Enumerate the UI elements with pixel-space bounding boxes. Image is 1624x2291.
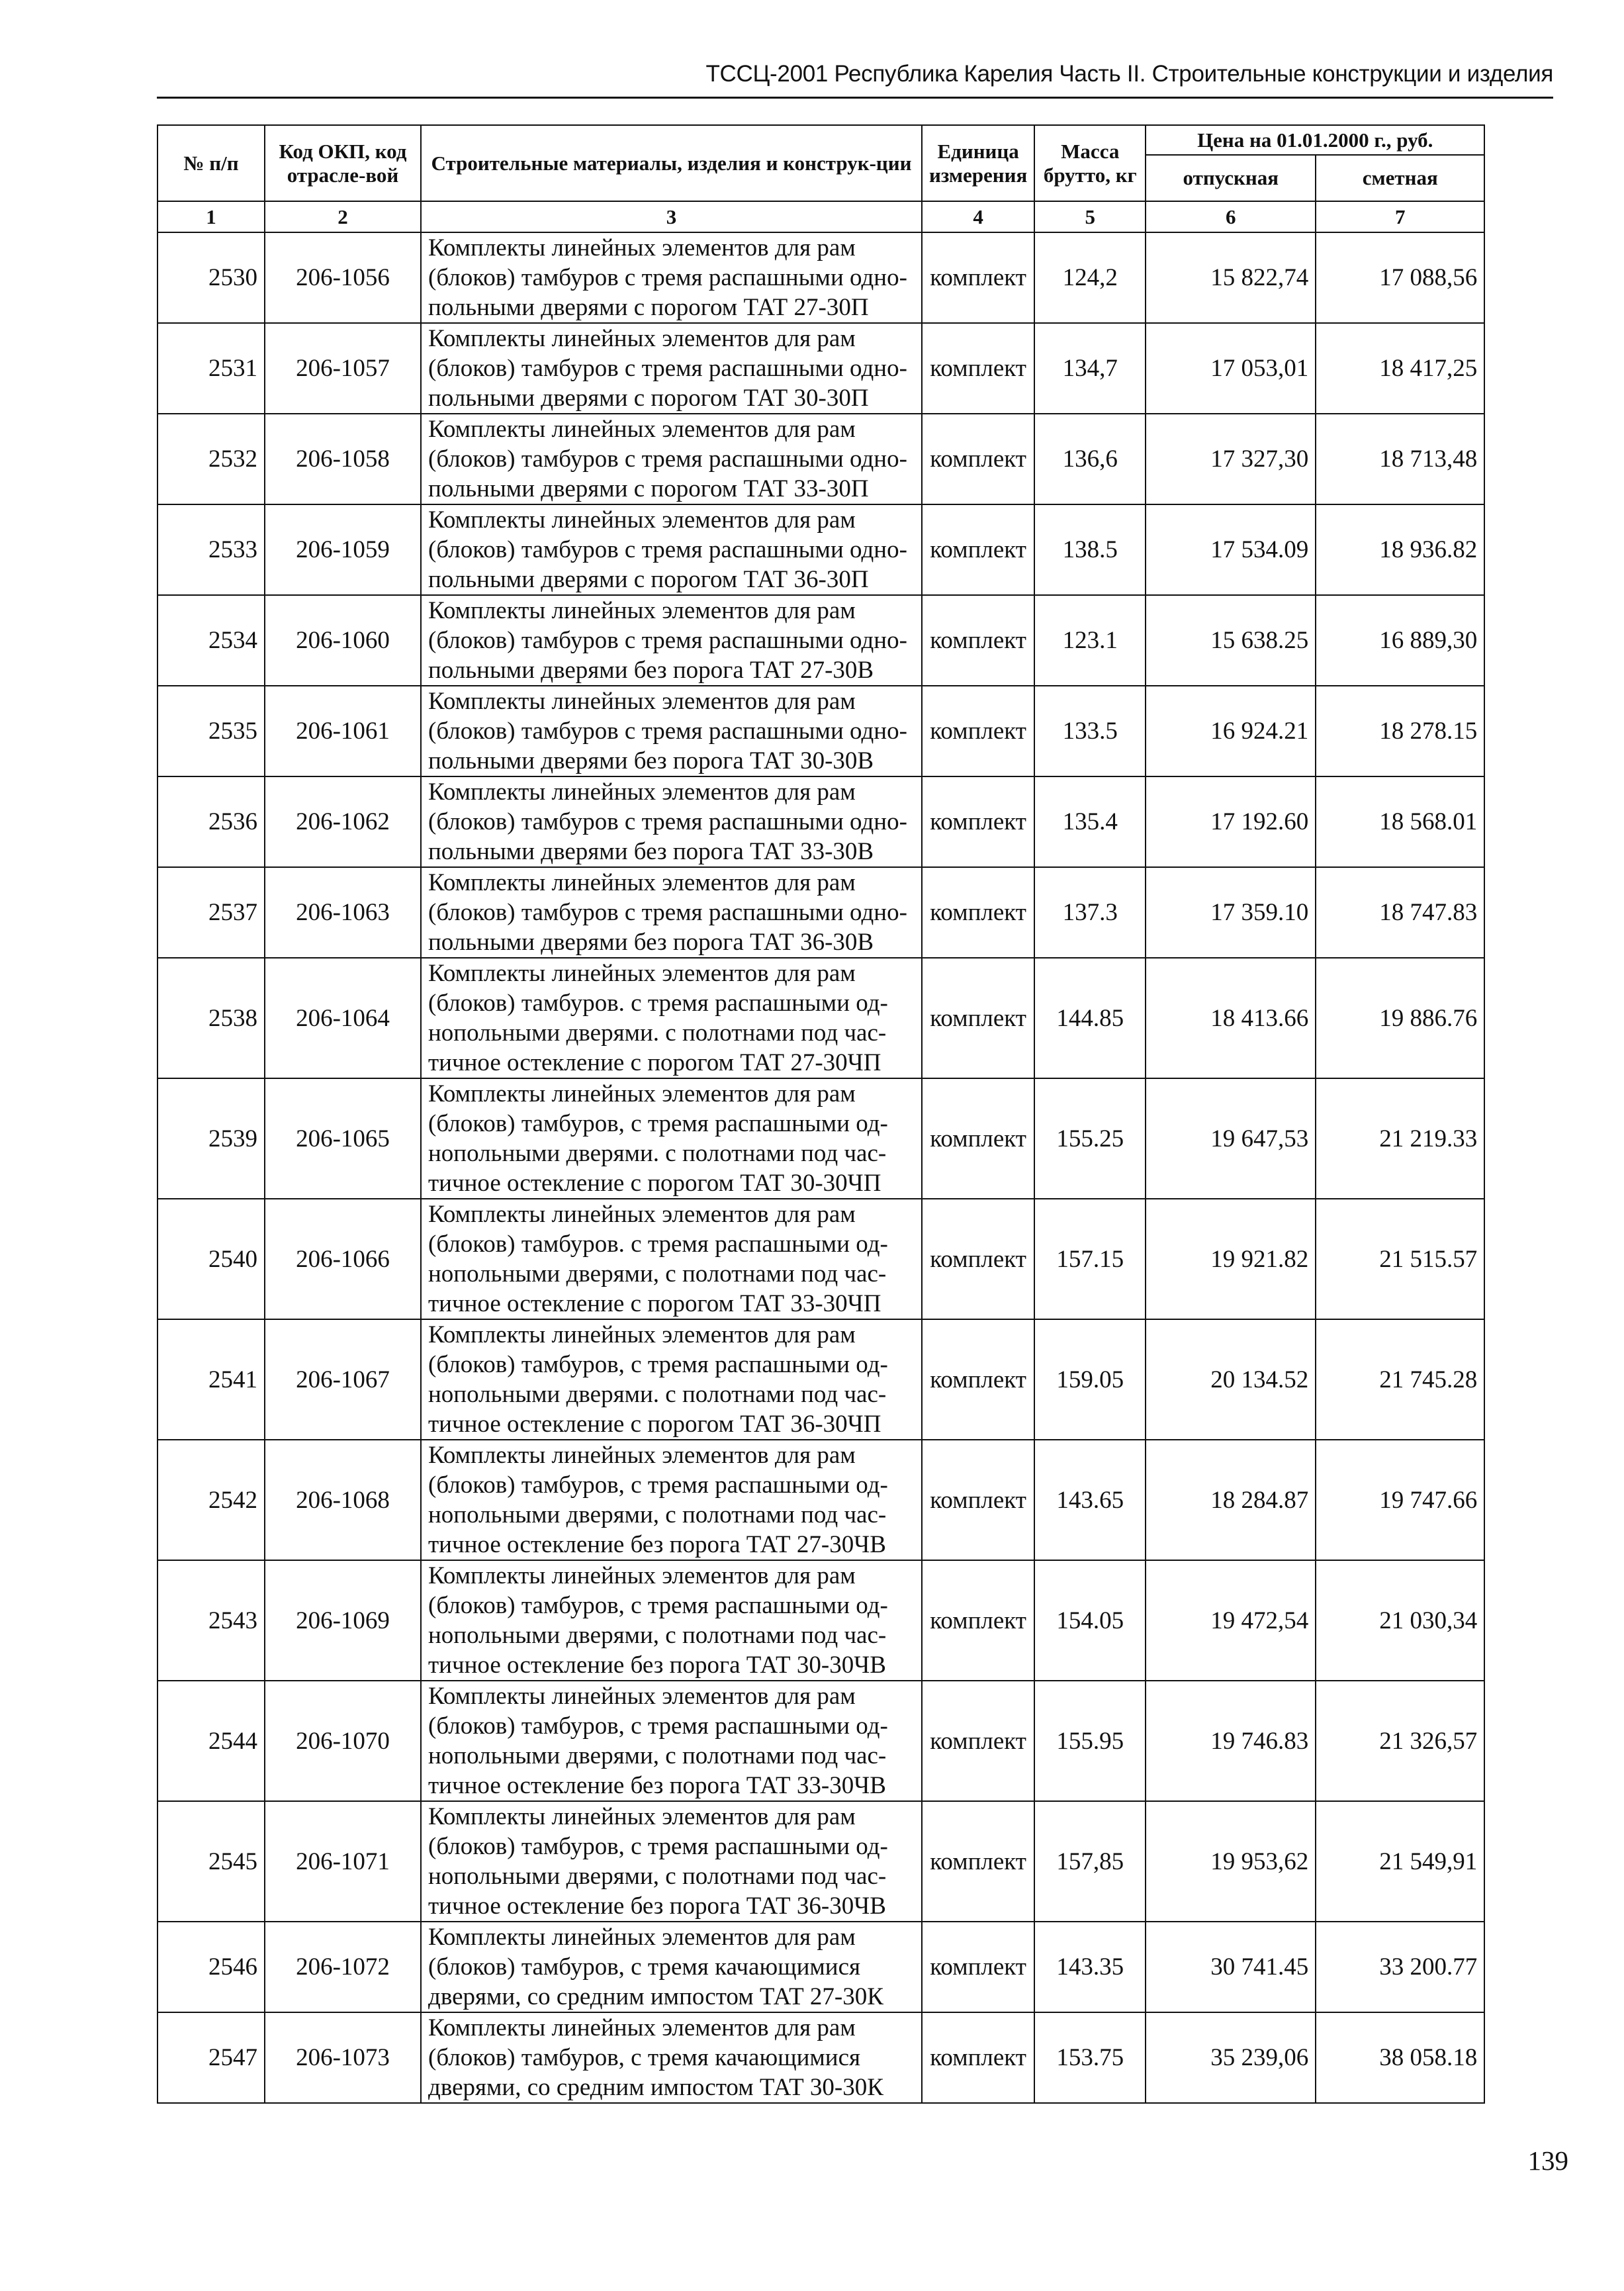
table-row (158, 232, 1484, 323)
okp-code: 206-1071 (265, 1801, 421, 1922)
release-price: 20 134.52 (1146, 1319, 1316, 1440)
unit: комплект (922, 504, 1034, 595)
column-number: 2 (265, 201, 421, 232)
mass: 143.65 (1034, 1440, 1146, 1560)
okp-code: 206-1070 (265, 1681, 421, 1801)
okp-code: 206-1072 (265, 1922, 421, 2012)
okp-code: 206-1062 (265, 776, 421, 867)
mass: 157.15 (1034, 1199, 1146, 1319)
mass: 136,6 (1034, 414, 1146, 504)
table-row (158, 1440, 1484, 1560)
col-header-unit: Единица измерения (922, 125, 1034, 201)
table-row (158, 1078, 1484, 1199)
header-rule (157, 97, 1553, 99)
row-number: 2543 (158, 1560, 265, 1681)
table-row (158, 867, 1484, 958)
item-name: Комплекты линейных элементов для рам (блоков) тамбуров с тремя распашными одно-польными дверями с порогом ТАТ 27-30П (421, 232, 922, 323)
table-row (158, 1801, 1484, 1922)
row-number: 2538 (158, 958, 265, 1078)
okp-code: 206-1068 (265, 1440, 421, 1560)
estimate-price: 18 278.15 (1316, 686, 1484, 776)
col-header-price-release: отпускная (1146, 155, 1316, 201)
estimate-price: 21 515.57 (1316, 1199, 1484, 1319)
release-price: 17 534.09 (1146, 504, 1316, 595)
item-name: Комплекты линейных элементов для рам (блоков) тамбуров, с тремя распашными од-нопольными дверями, с полотнами под час-тичное остекление без порога ТАТ 36-30ЧВ (421, 1801, 922, 1922)
release-price: 17 327,30 (1146, 414, 1316, 504)
item-name: Комплекты линейных элементов для рам (блоков) тамбуров. с тремя распашными од-нопольными дверями, с полотнами под час-тичное остекление с порогом ТАТ 33-30ЧП (421, 1199, 922, 1319)
table-row (158, 1199, 1484, 1319)
release-price: 18 284.87 (1146, 1440, 1316, 1560)
okp-code: 206-1056 (265, 232, 421, 323)
estimate-price: 33 200.77 (1316, 1922, 1484, 2012)
estimate-price: 38 058.18 (1316, 2012, 1484, 2103)
column-number: 1 (158, 201, 265, 232)
mass: 123.1 (1034, 595, 1146, 686)
mass: 138.5 (1034, 504, 1146, 595)
table-row (158, 1560, 1484, 1681)
unit: комплект (922, 414, 1034, 504)
release-price: 30 741.45 (1146, 1922, 1316, 2012)
okp-code: 206-1061 (265, 686, 421, 776)
unit: комплект (922, 1440, 1034, 1560)
unit: комплект (922, 958, 1034, 1078)
estimate-price: 18 936.82 (1316, 504, 1484, 595)
estimate-price: 18 568.01 (1316, 776, 1484, 867)
row-number: 2542 (158, 1440, 265, 1560)
running-header: ТССЦ-2001 Республика Карелия Часть II. Строительные конструкции и изделия (705, 61, 1553, 87)
item-name: Комплекты линейных элементов для рам (блоков) тамбуров с тремя распашными одно-польными дверями без порога ТАТ 36-30В (421, 867, 922, 958)
table-row (158, 414, 1484, 504)
row-number: 2533 (158, 504, 265, 595)
unit: комплект (922, 867, 1034, 958)
row-number: 2540 (158, 1199, 265, 1319)
item-name: Комплекты линейных элементов для рам (блоков) тамбуров с тремя распашными одно-польными дверями без порога ТАТ 33-30В (421, 776, 922, 867)
col-header-name: Строительные материалы, изделия и конструк-ции (421, 125, 922, 201)
okp-code: 206-1073 (265, 2012, 421, 2103)
table-row (158, 323, 1484, 414)
item-name: Комплекты линейных элементов для рам (блоков) тамбуров с тремя распашными одно-польными дверями без порога ТАТ 30-30В (421, 686, 922, 776)
item-name: Комплекты линейных элементов для рам (блоков) тамбуров с тремя распашными одно-польными дверями с порогом ТАТ 33-30П (421, 414, 922, 504)
item-name: Комплекты линейных элементов для рам (блоков) тамбуров, с тремя распашными од-нопольными дверями, с полотнами под час-тичное остекление без порога ТАТ 33-30ЧВ (421, 1681, 922, 1801)
row-number: 2535 (158, 686, 265, 776)
unit: комплект (922, 1078, 1034, 1199)
estimate-price: 21 219.33 (1316, 1078, 1484, 1199)
unit: комплект (922, 1560, 1034, 1681)
row-number: 2545 (158, 1801, 265, 1922)
release-price: 18 413.66 (1146, 958, 1316, 1078)
unit: комплект (922, 323, 1034, 414)
estimate-price: 19 886.76 (1316, 958, 1484, 1078)
mass: 155.95 (1034, 1681, 1146, 1801)
table-row (158, 1319, 1484, 1440)
estimate-price: 17 088,56 (1316, 232, 1484, 323)
estimate-price: 21 549,91 (1316, 1801, 1484, 1922)
okp-code: 206-1065 (265, 1078, 421, 1199)
unit: комплект (922, 1681, 1034, 1801)
table-row (158, 595, 1484, 686)
release-price: 19 647,53 (1146, 1078, 1316, 1199)
release-price: 19 953,62 (1146, 1801, 1316, 1922)
col-header-mass: Масса брутто, кг (1034, 125, 1146, 201)
release-price: 17 192.60 (1146, 776, 1316, 867)
item-name: Комплекты линейных элементов для рам (блоков) тамбуров, с тремя распашными од-нопольными дверями. с полотнами под час-тичное остекление с порогом ТАТ 30-30ЧП (421, 1078, 922, 1199)
mass: 155.25 (1034, 1078, 1146, 1199)
table-row (158, 958, 1484, 1078)
release-price: 17 053,01 (1146, 323, 1316, 414)
mass: 133.5 (1034, 686, 1146, 776)
estimate-price: 18 713,48 (1316, 414, 1484, 504)
item-name: Комплекты линейных элементов для рам (блоков) тамбуров. с тремя распашными од-нопольными дверями. с полотнами под час-тичное остекление с порогом ТАТ 27-30ЧП (421, 958, 922, 1078)
estimate-price: 21 745.28 (1316, 1319, 1484, 1440)
mass: 154.05 (1034, 1560, 1146, 1681)
table-row (158, 1681, 1484, 1801)
okp-code: 206-1067 (265, 1319, 421, 1440)
table-row (158, 1922, 1484, 2012)
unit: комплект (922, 1319, 1034, 1440)
okp-code: 206-1066 (265, 1199, 421, 1319)
item-name: Комплекты линейных элементов для рам (блоков) тамбуров, с тремя распашными од-нопольными дверями, с полотнами под час-тичное остекление без порога ТАТ 30-30ЧВ (421, 1560, 922, 1681)
release-price: 19 746.83 (1146, 1681, 1316, 1801)
unit: комплект (922, 1922, 1034, 2012)
okp-code: 206-1064 (265, 958, 421, 1078)
column-number: 5 (1034, 201, 1146, 232)
item-name: Комплекты линейных элементов для рам (блоков) тамбуров с тремя распашными одно-польными дверями с порогом ТАТ 36-30П (421, 504, 922, 595)
unit: комплект (922, 1801, 1034, 1922)
okp-code: 206-1063 (265, 867, 421, 958)
unit: комплект (922, 686, 1034, 776)
release-price: 16 924.21 (1146, 686, 1316, 776)
release-price: 19 921.82 (1146, 1199, 1316, 1319)
unit: комплект (922, 595, 1034, 686)
row-number: 2539 (158, 1078, 265, 1199)
row-number: 2544 (158, 1681, 265, 1801)
column-number: 6 (1146, 201, 1316, 232)
column-number: 4 (922, 201, 1034, 232)
column-number-row (158, 201, 1484, 232)
item-name: Комплекты линейных элементов для рам (блоков) тамбуров с тремя распашными одно-польными дверями без порога ТАТ 27-30В (421, 595, 922, 686)
unit: комплект (922, 1199, 1034, 1319)
estimate-price: 21 326,57 (1316, 1681, 1484, 1801)
table-row (158, 504, 1484, 595)
mass: 143.35 (1034, 1922, 1146, 2012)
col-header-okp: Код ОКП, код отрасле-вой (265, 125, 421, 201)
mass: 159.05 (1034, 1319, 1146, 1440)
release-price: 19 472,54 (1146, 1560, 1316, 1681)
row-number: 2530 (158, 232, 265, 323)
estimate-price: 21 030,34 (1316, 1560, 1484, 1681)
estimate-price: 19 747.66 (1316, 1440, 1484, 1560)
okp-code: 206-1057 (265, 323, 421, 414)
mass: 153.75 (1034, 2012, 1146, 2103)
row-number: 2541 (158, 1319, 265, 1440)
release-price: 35 239,06 (1146, 2012, 1316, 2103)
col-header-price-estimate: сметная (1316, 155, 1484, 201)
row-number: 2537 (158, 867, 265, 958)
row-number: 2546 (158, 1922, 265, 2012)
price-table (157, 124, 1485, 2104)
release-price: 17 359.10 (1146, 867, 1316, 958)
column-number: 7 (1316, 201, 1484, 232)
table-row (158, 686, 1484, 776)
item-name: Комплекты линейных элементов для рам (блоков) тамбуров, с тремя распашными од-нопольными дверями. с полотнами под час-тичное остекление с порогом ТАТ 36-30ЧП (421, 1319, 922, 1440)
unit: комплект (922, 776, 1034, 867)
mass: 144.85 (1034, 958, 1146, 1078)
table-row (158, 2012, 1484, 2103)
item-name: Комплекты линейных элементов для рам (блоков) тамбуров, с тремя качающимися дверями, со средним импостом ТАТ 30-30К (421, 2012, 922, 2103)
row-number: 2534 (158, 595, 265, 686)
estimate-price: 16 889,30 (1316, 595, 1484, 686)
mass: 124,2 (1034, 232, 1146, 323)
release-price: 15 822,74 (1146, 232, 1316, 323)
release-price: 15 638.25 (1146, 595, 1316, 686)
column-number: 3 (421, 201, 922, 232)
row-number: 2536 (158, 776, 265, 867)
okp-code: 206-1059 (265, 504, 421, 595)
estimate-price: 18 417,25 (1316, 323, 1484, 414)
item-name: Комплекты линейных элементов для рам (блоков) тамбуров, с тремя распашными од-нопольными дверями, с полотнами под час-тичное остекление без порога ТАТ 27-30ЧВ (421, 1440, 922, 1560)
item-name: Комплекты линейных элементов для рам (блоков) тамбуров с тремя распашными одно-польными дверями с порогом ТАТ 30-30П (421, 323, 922, 414)
okp-code: 206-1058 (265, 414, 421, 504)
okp-code: 206-1069 (265, 1560, 421, 1681)
unit: комплект (922, 2012, 1034, 2103)
table-row (158, 776, 1484, 867)
row-number: 2547 (158, 2012, 265, 2103)
row-number: 2531 (158, 323, 265, 414)
row-number: 2532 (158, 414, 265, 504)
col-header-no: № п/п (158, 125, 265, 201)
mass: 134,7 (1034, 323, 1146, 414)
okp-code: 206-1060 (265, 595, 421, 686)
mass: 137.3 (1034, 867, 1146, 958)
col-header-price-group: Цена на 01.01.2000 г., руб. (1146, 125, 1484, 155)
mass: 157,85 (1034, 1801, 1146, 1922)
item-name: Комплекты линейных элементов для рам (блоков) тамбуров, с тремя качающимися дверями, со средним импостом ТАТ 27-30К (421, 1922, 922, 2012)
unit: комплект (922, 232, 1034, 323)
page-number: 139 (1527, 2145, 1568, 2176)
estimate-price: 18 747.83 (1316, 867, 1484, 958)
mass: 135.4 (1034, 776, 1146, 867)
